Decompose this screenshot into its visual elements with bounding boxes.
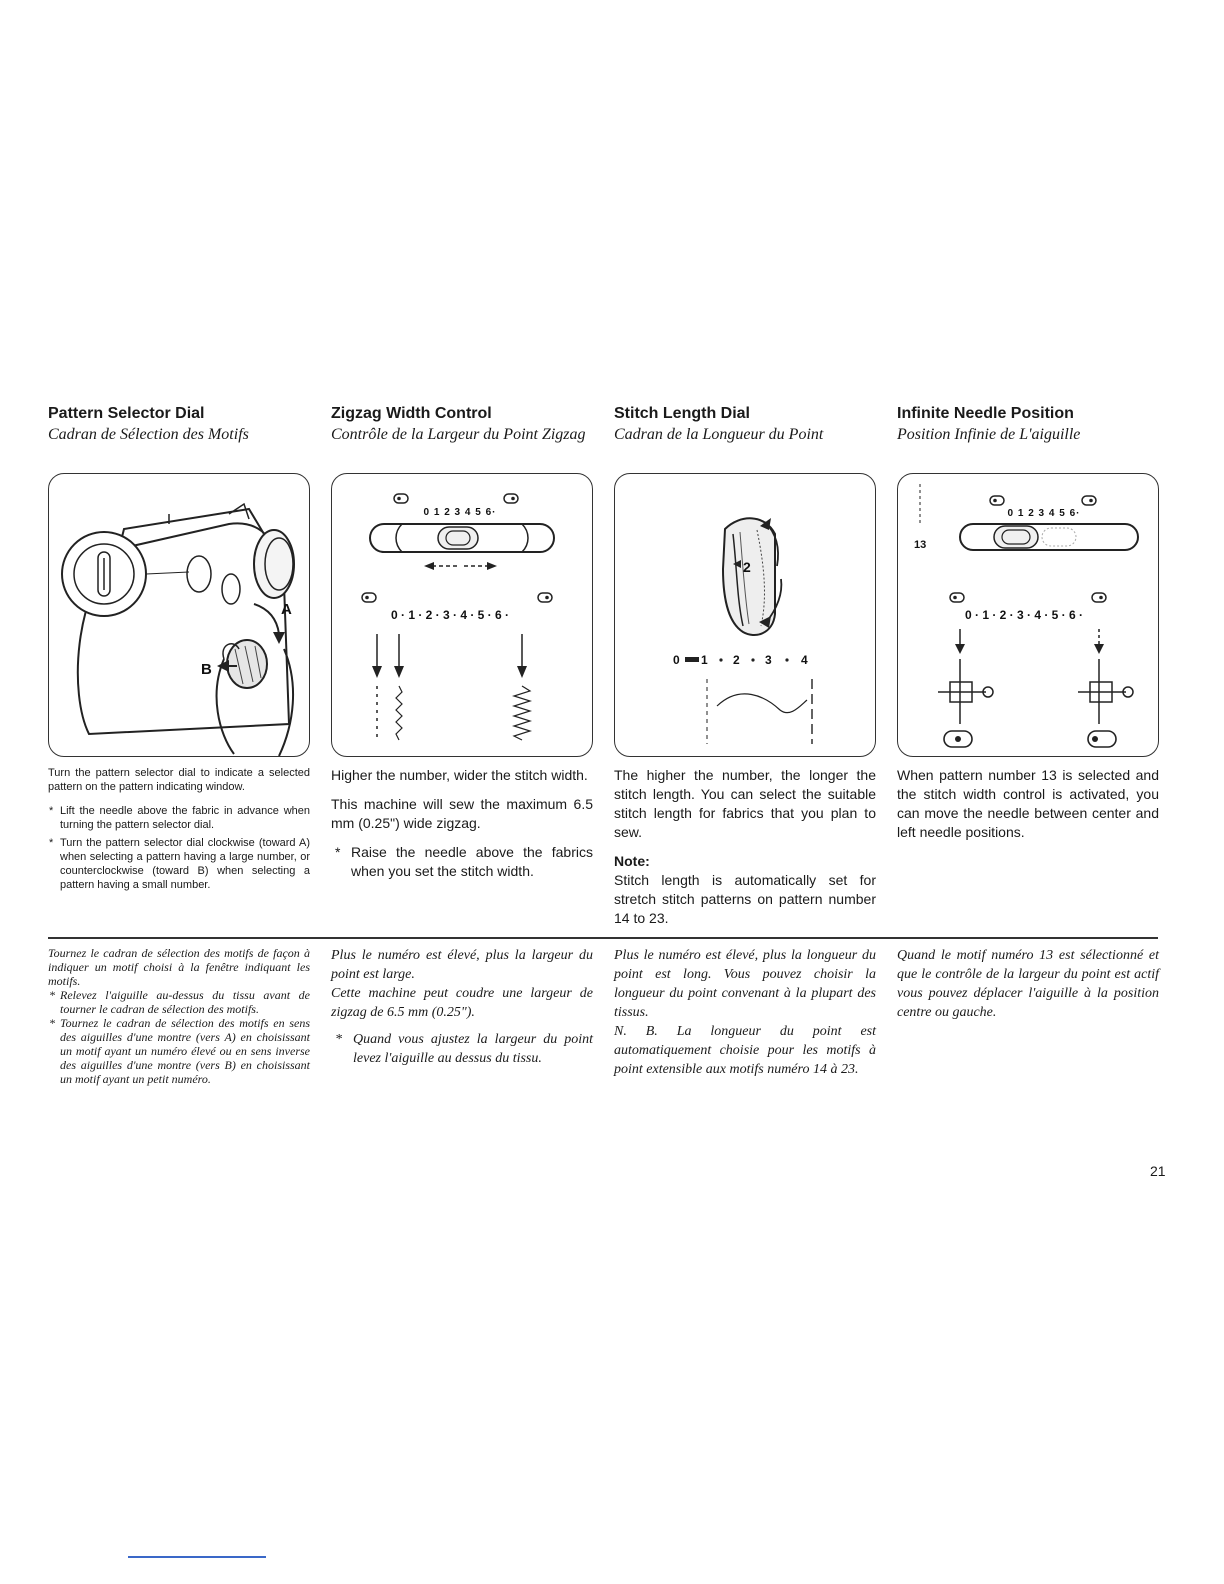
scale-bottom: 0 · 1 · 2 · 3 · 4 · 5 · 6 ·: [964, 608, 1084, 622]
figure-zigzag-width: [331, 473, 593, 757]
fr-bullet: * Tournez le cadran de sélection des motifs en sens des aiguilles d'une montre (vers A) en choisissant un motif ayant un numéro élevé ou en sens inverse des aiguilles d'une montre (vers B) en choisissant un motif ayant un petit numéro.: [48, 1016, 310, 1086]
sewing-machine-dial-illustration: [49, 474, 309, 756]
heading-en: Stitch Length Dial: [614, 405, 750, 422]
zigzag-width-illustration: [332, 474, 592, 756]
label-b: B: [201, 661, 212, 678]
heading-fr: Cadran de la Longueur du Point: [614, 426, 824, 443]
instructions-fr: [897, 946, 1159, 1022]
page-number: 21: [1150, 1163, 1166, 1179]
en-paragraph: The higher the number, the longer the stitch length. You can select the suitable stitch length for fabrics that you plan to sew.: [614, 767, 876, 840]
footer-rule: [128, 1556, 266, 1558]
pattern-number: 13: [914, 539, 927, 551]
fr-paragraph: Plus le numéro est élevé, plus la longueur du point est long. Vous pouvez choisir la longueur du point convenant à la plupart des tissus.: [614, 948, 876, 1020]
dial-number: 2: [743, 559, 751, 575]
fr-paragraph: Cette machine peut coudre une largeur de zigzag de 6.5 mm (0.25").: [331, 986, 593, 1020]
fr-bullet-list: [48, 988, 310, 1086]
figure-stitch-length: [614, 473, 876, 757]
en-bullet-list: [331, 843, 593, 881]
instructions-fr: [48, 946, 310, 1086]
scale-2: 2: [733, 653, 740, 667]
instructions-en: [897, 766, 1159, 852]
heading-fr: Contrôle de la Largeur du Point Zigzag: [331, 426, 586, 443]
en-bullet: * Lift the needle above the fabric in advance when turning the pattern selector dial.: [48, 804, 310, 832]
heading-en: Pattern Selector Dial: [48, 405, 205, 422]
scale-4: 4: [801, 653, 808, 667]
en-paragraph: Turn the pattern selector dial to indicate a selected pattern on the pattern indicating window.: [48, 767, 310, 793]
figure-pattern-selector-dial: [48, 473, 310, 757]
scale-0: 0: [673, 653, 680, 667]
fr-bullet-list: [331, 1030, 593, 1068]
fr-paragraph: N. B. La longueur du point est automatiquement choisie pour les motifs à point extensible aux motifs numéro 14 à 23.: [614, 1024, 876, 1077]
heading-en: Infinite Needle Position: [897, 405, 1074, 422]
en-paragraph: When pattern number 13 is selected and the stitch width control is activated, you can move the needle between center and left needle positions.: [897, 767, 1159, 840]
scale-3: 3: [765, 653, 772, 667]
en-bullet: * Turn the pattern selector dial clockwise (toward A) when selecting a pattern having a large number, or counterclockwise (toward B) when selecting a pattern having a small number.: [48, 836, 310, 892]
instructions-fr: [331, 946, 593, 1068]
heading-en: Zigzag Width Control: [331, 405, 492, 422]
figure-needle-position: [897, 473, 1159, 757]
note-heading: Note:: [614, 853, 650, 869]
fr-bullet: * Quand vous ajustez la largeur du point levez l'aiguille au dessus du tissu.: [331, 1030, 593, 1068]
needle-position-illustration: [898, 474, 1158, 756]
scale-1: 1: [701, 653, 708, 667]
en-paragraph: This machine will sew the maximum 6.5 mm (0.25") wide zigzag.: [331, 796, 593, 831]
en-bullet: * Raise the needle above the fabrics when you set the stitch width.: [331, 843, 593, 881]
fr-paragraph: Plus le numéro est élevé, plus la largeur du point est large.: [331, 948, 593, 982]
fr-bullet: * Relevez l'aiguille au-dessus du tissu avant de tourner le cadran de sélection des motifs.: [48, 988, 310, 1016]
en-paragraph: Higher the number, wider the stitch width.: [331, 767, 588, 783]
label-a: A: [281, 601, 292, 618]
note-text: Stitch length is automatically set for stretch stitch patterns on pattern number 14 to 23.: [614, 872, 876, 926]
en-bullet-list: [48, 804, 310, 892]
scale-top: 0 1 2 3 4 5 6·: [1007, 508, 1081, 519]
instructions-en: [48, 766, 310, 896]
fr-paragraph: Tournez le cadran de sélection des motifs de façon à indiquer un motif choisi à la fenêtre indiquant les motifs.: [48, 946, 310, 988]
instructions-en: [614, 766, 876, 938]
instructions-fr: [614, 946, 876, 1079]
heading-fr: Cadran de Sélection des Motifs: [48, 426, 249, 443]
section-divider-rule: [48, 937, 1158, 939]
fr-paragraph: Quand le motif numéro 13 est sélectionné et que le contrôle de la largeur du point est actif vous pouvez déplacer l'aiguille à la position centre ou gauche.: [897, 948, 1159, 1020]
instructions-en: [331, 766, 593, 885]
scale-bottom: 0 · 1 · 2 · 3 · 4 · 5 · 6 ·: [390, 608, 510, 622]
stitch-length-illustration: [615, 474, 875, 756]
scale-top: 0 1 2 3 4 5 6·: [423, 507, 497, 518]
heading-fr: Position Infinie de L'aiguille: [897, 426, 1081, 443]
